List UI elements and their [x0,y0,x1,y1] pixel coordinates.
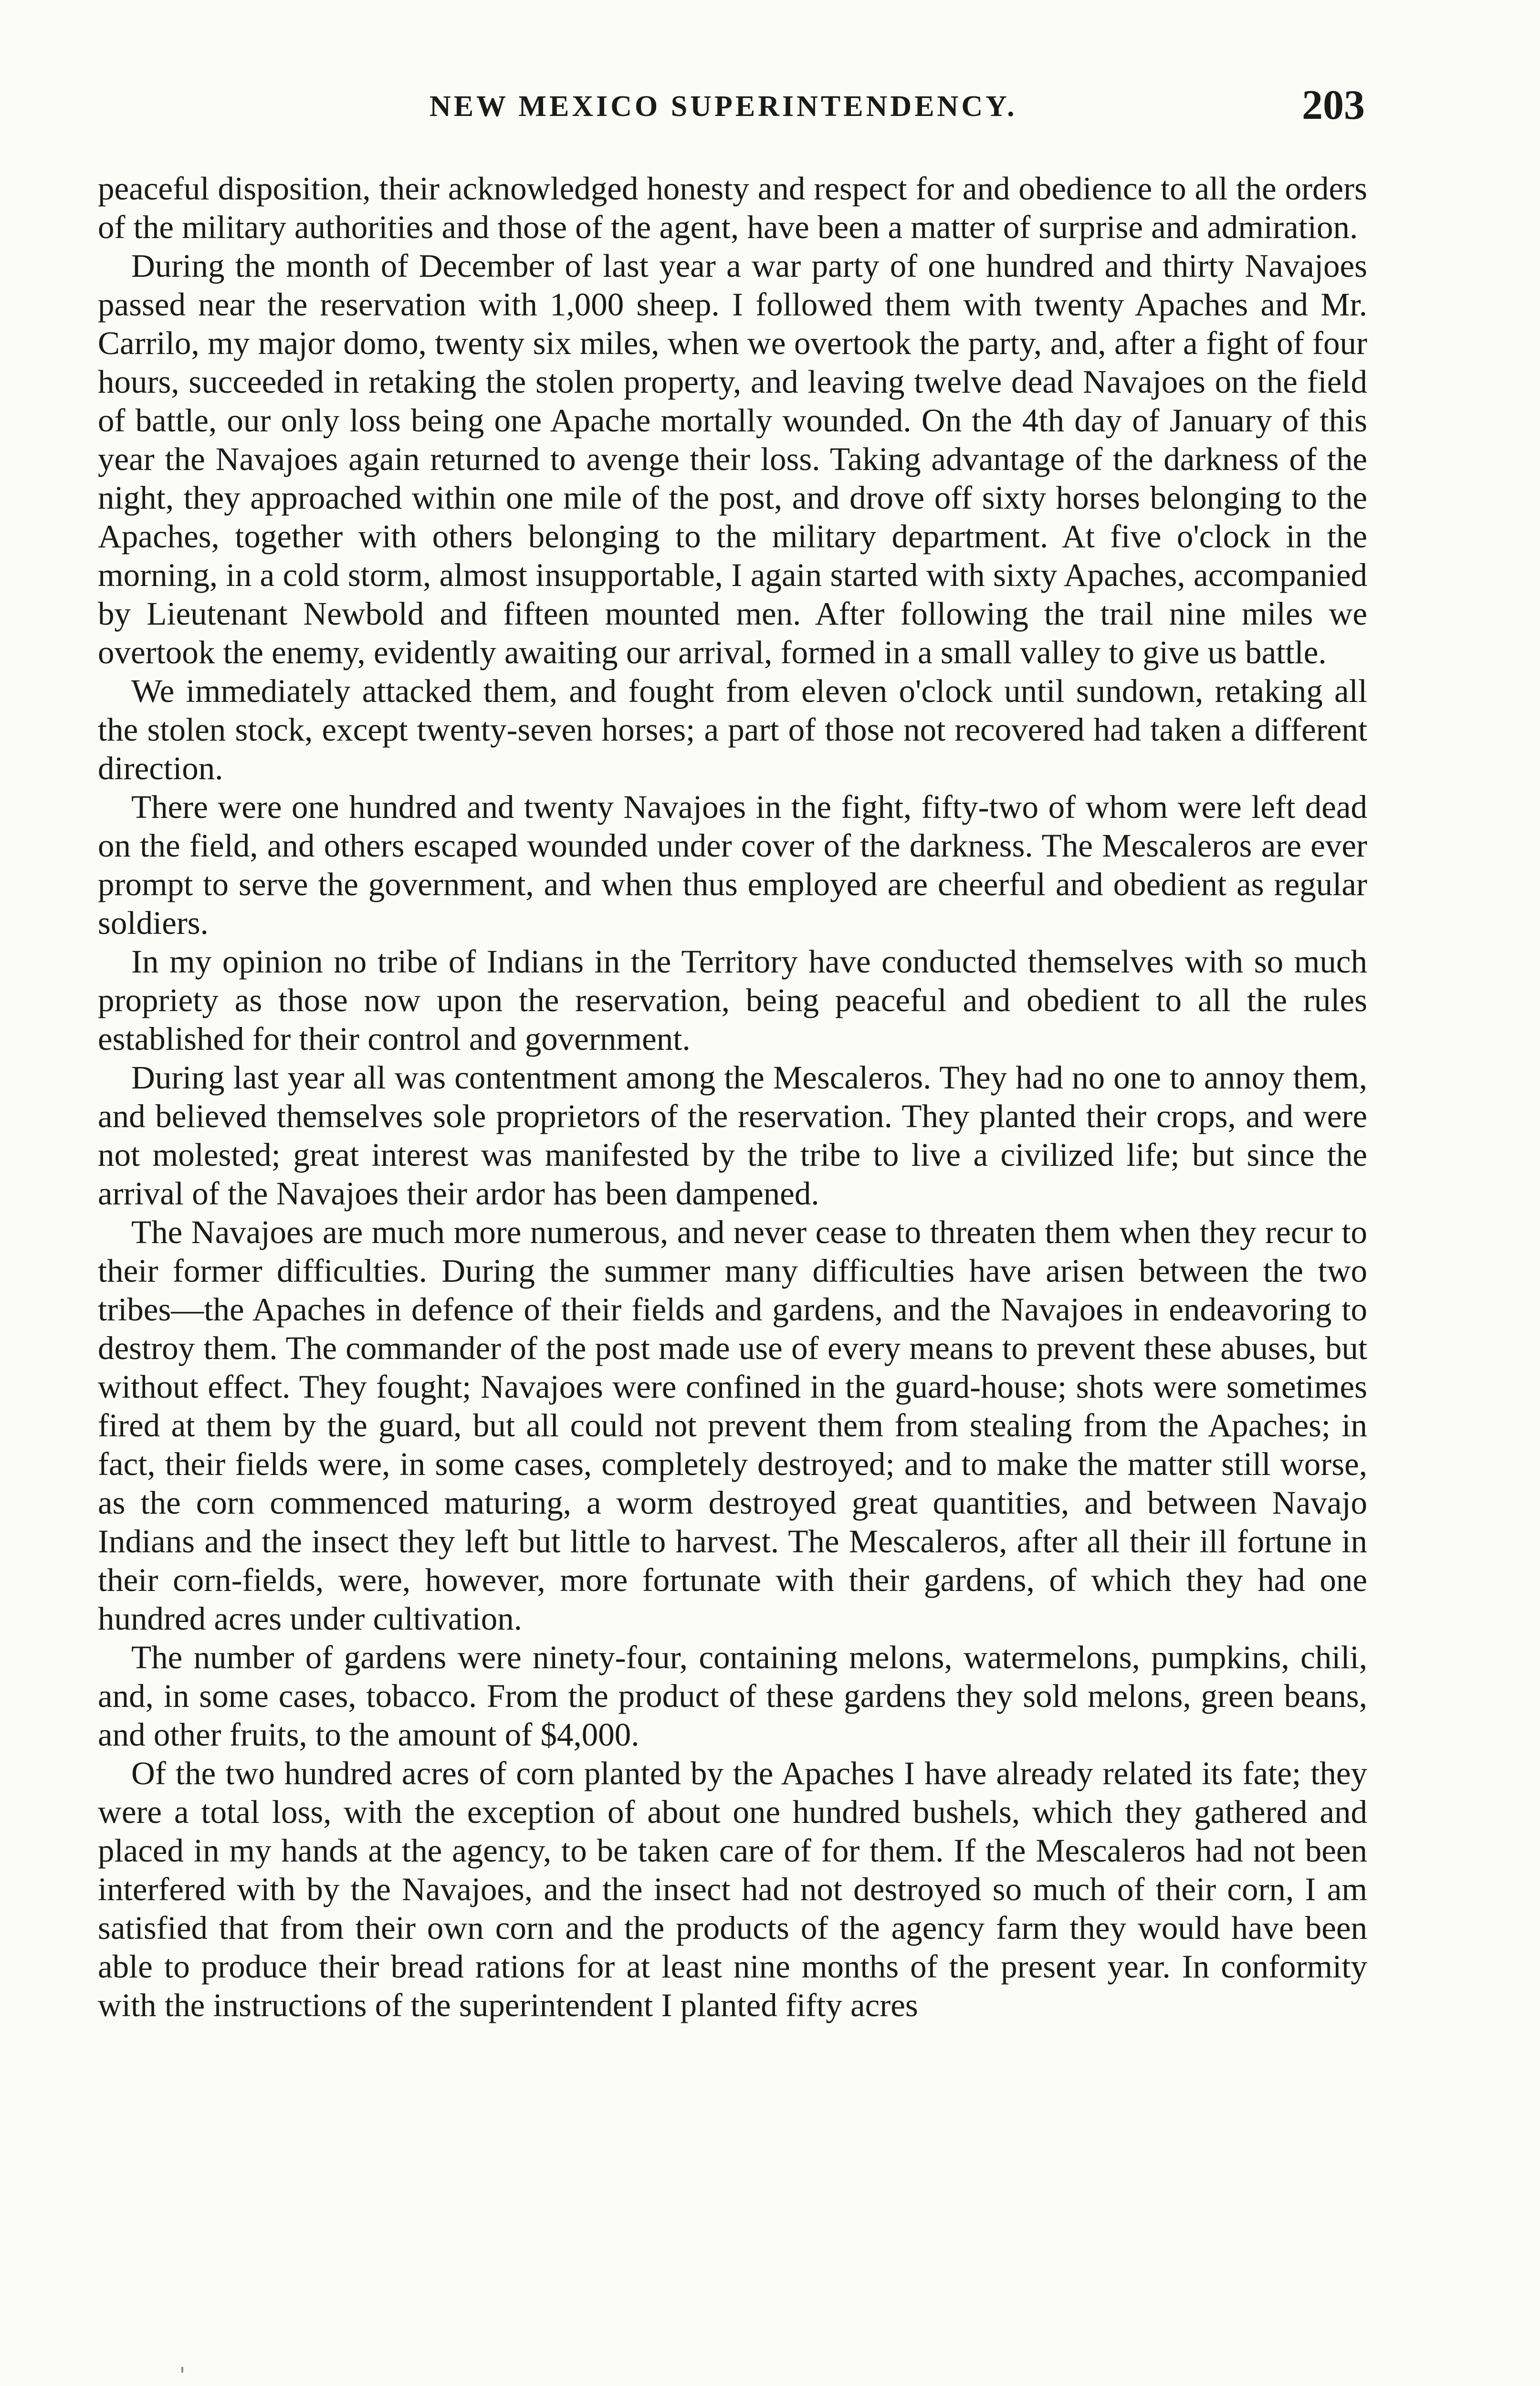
body-text [98,169,1367,2025]
page-header [95,81,1365,134]
paragraph-war-party: During the month of December of last year a war party of one hundred and thirty Navajoes passed near the reservation with 1,000 sheep. I followed them with twenty Apaches and Mr. Carrilo, my major domo, twenty six miles, when we overtook the party, and, after a fight of four hours, succeeded in retaking the stolen property, and leaving twelve dead Navajoes on the field of battle, our only loss being one Apache mortally wounded. On the 4th day of January of this year the Navajoes again returned to avenge their loss. Taking advantage of the darkness of the night, they approached within one mile of the post, and drove off sixty horses belonging to the Apaches, together with others belonging to the military department. At five o'clock in the morning, in a cold storm, almost insupportable, I again started with sixty Apaches, accompanied by Lieutenant Newbold and fifteen mounted men. After following the trail nine miles we overtook the enemy, evidently awaiting our arrival, formed in a small valley to give us battle. [98,248,1367,670]
paragraph-navajo-difficulties: The Navajoes are much more numerous, and never cease to threaten them when they recur to their former difficulties. During the summer many difficulties have arisen between the two tribes—the Apaches in defence of their fields and gardens, and the Navajoes in endeavoring to destroy them. The commander of the post made use of every means to prevent these abuses, but without effect. They fought; Navajoes were confined in the guard-house; shots were sometimes fired at them by the guard, but all could not prevent them from stealing from the Apaches; in fact, their fields were, in some cases, completely destroyed; and to make the matter still worse, as the corn commenced maturing, a worm destroyed great quantities, and between Navajo Indians and the insect they left but little to harvest. The Mescaleros, after all their ill fortune in their corn-fields, were, however, more fortunate with their gardens, of which they had one hundred acres under cultivation. [98,1214,1367,1637]
paragraph-gardens: The number of gardens were ninety-four, containing melons, watermelons, pumpkins, chili, and, in some cases, tobacco. From the product of these gardens they sold melons, green beans, and other fruits, to the amount of $4,000. [98,1639,1367,1753]
paragraph-fight-count: There were one hundred and twenty Navajoes in the fight, fifty-two of whom were left dead on the field, and others escaped wounded under cover of the darkness. The Mescaleros are ever prompt to serve the government, and when thus employed are cheerful and obedient as regular soldiers. [98,789,1367,941]
paragraph-contentment: During last year all was contentment among the Mescaleros. They had no one to annoy them, and believed themselves sole proprietors of the reservation. They planted their crops, and were not molested; great interest was manifested by the tribe to live a civilized life; but since the arrival of the Navajoes their ardor has been dampened. [98,1059,1367,1212]
paragraph-continuation: peaceful disposition, their acknowledged honesty and respect for and obedience to all the orders of the military authorities and those of the agent, have been a matter of surprise and admiration. [98,170,1367,245]
paragraph-attack: We immediately attacked them, and fought from eleven o'clock until sundown, retaking all the stolen stock, except twenty-seven horses; a part of those not recovered had taken a different direction. [98,673,1367,786]
page-number: 203 [1302,82,1365,128]
running-head: NEW MEXICO SUPERINTENDENCY. [430,90,1017,123]
stray-mark [181,2367,183,2373]
paragraph-corn: Of the two hundred acres of corn planted by the Apaches I have already related its fate; they were a total loss, with the exception of about one hundred bushels, which they gathered and placed in my hands at the agency, to be taken care of for them. If the Mescaleros had not been interfered with by the Navajoes, and the insect had not destroyed so much of their corn, I am satisfied that from their own corn and the products of the agency farm they would have been able to produce their bread rations for at least nine months of the present year. In conformity with the instructions of the superintendent I planted fifty acres [98,1755,1367,2023]
paragraph-opinion: In my opinion no tribe of Indians in the Territory have conducted themselves with so much propriety as those now upon the reservation, being peaceful and obedient to all the rules established for their control and government. [98,943,1367,1057]
